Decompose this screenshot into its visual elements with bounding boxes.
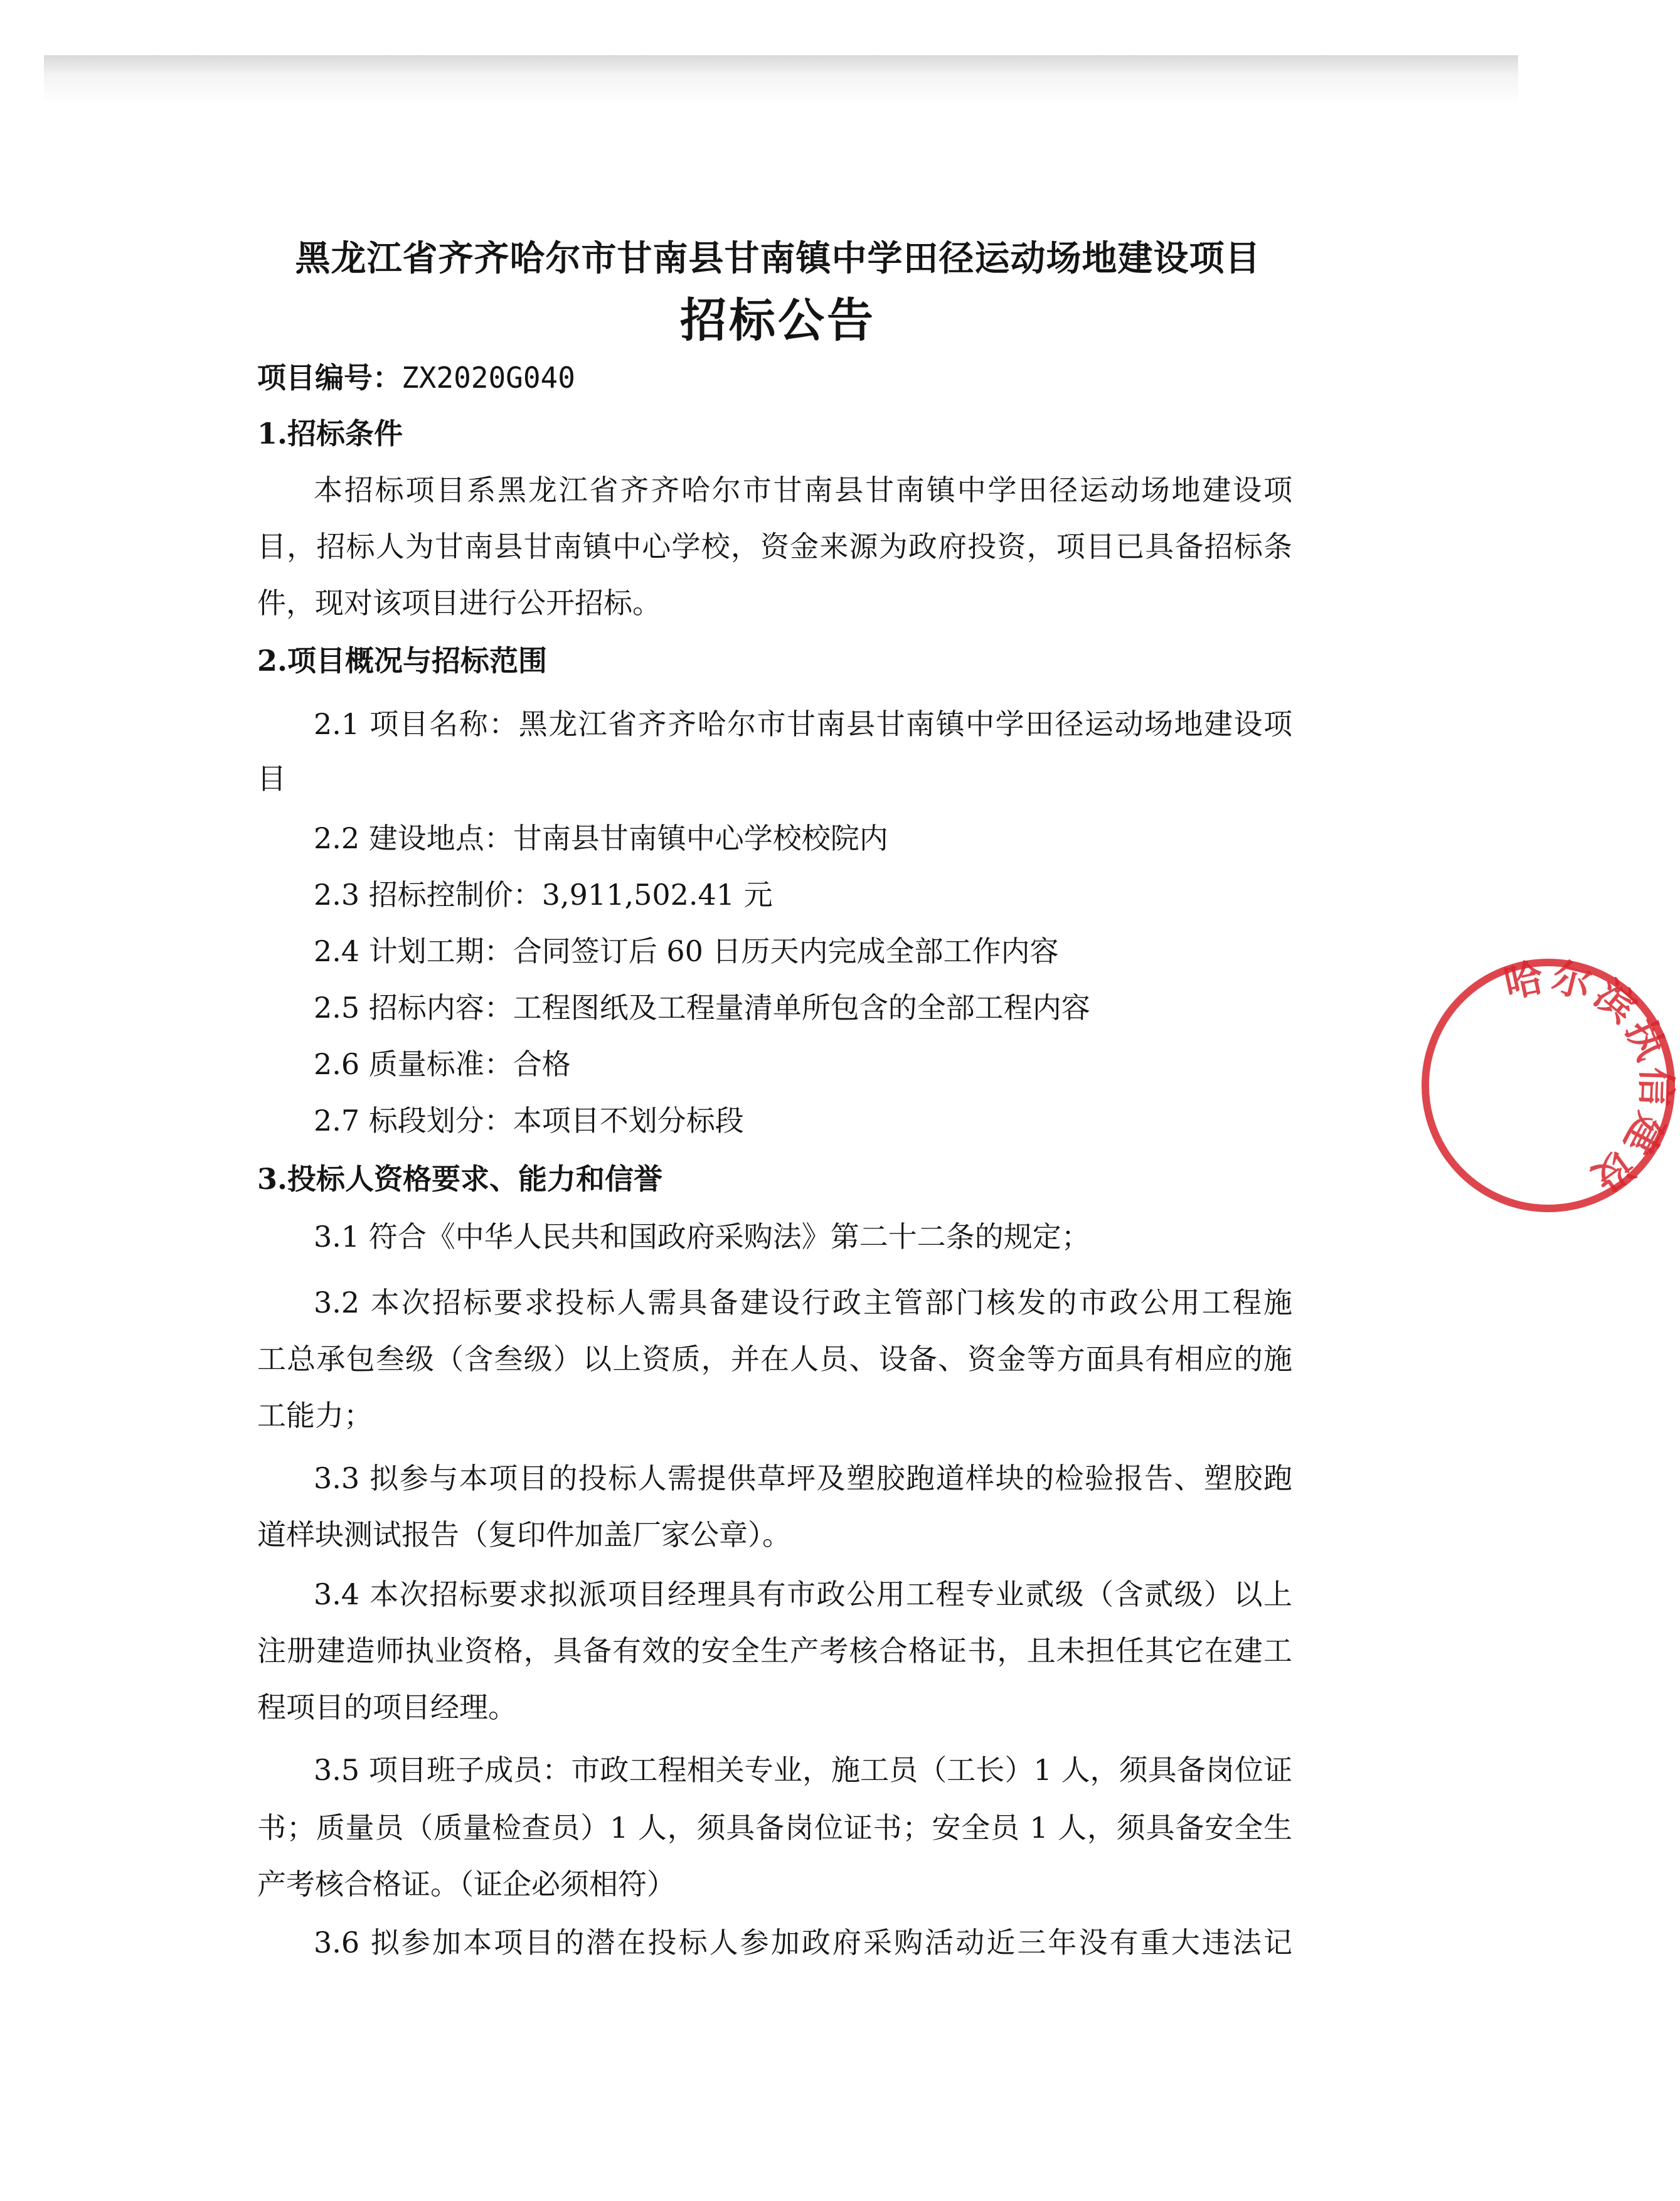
section-2-item: 2.5 招标内容：工程图纸及工程量清单所包含的全部工程内容 [314,991,1090,1025]
section-1-heading: 1.招标条件 [257,417,403,450]
section-3-line: 工能力； [257,1399,373,1432]
section-2-heading: 2.项目概况与招标范围 [257,644,548,678]
scan-edge-shadow [44,55,1518,105]
section-3-line: 3.6 拟参加本项目的潜在投标人参加政府采购活动近三年没有重大违法记 [314,1926,1292,1959]
section-3-line: 道样块测试报告（复印件加盖厂家公章）。 [257,1518,791,1552]
section-2-item: 2.4 计划工期：合同签订后 60 日历天内完成全部工作内容 [314,934,1059,968]
project-number [257,355,575,397]
section-1-line: 本招标项目系黑龙江省齐齐哈尔市甘南县甘南镇中学田径运动场地建设项 [314,473,1292,507]
document-subtitle: 招标公告 [680,294,876,348]
svg-text:哈尔滨执信建设: 哈尔滨执信建设 [1499,954,1679,1203]
section-3-line: 工总承包叁级（含叁级）以上资质，并在人员、设备、资金等方面具有相应的施 [257,1342,1292,1376]
section-3-heading: 3.投标人资格要求、能力和信誉 [257,1162,663,1196]
section-3-line: 3.2 本次招标要求投标人需具备建设行政主管部门核发的市政公用工程施 [314,1286,1292,1319]
section-3-line: 程项目的项目经理。 [257,1690,517,1724]
section-3-line: 产考核合格证。（证企必须相符） [257,1867,676,1901]
seal-stamp [1417,954,1680,1217]
section-2-item: 2.2 建设地点：甘南县甘南镇中心学校校院内 [314,821,888,855]
section-3-line: 书；质量员（质量检查员）1 人，须具备岗位证书；安全员 1 人，须具备安全生 [257,1811,1292,1845]
section-2-item: 2.1 项目名称：黑龙江省齐齐哈尔市甘南县甘南镇中学田径运动场地建设项 [314,707,1292,741]
project-number-value: ZX2020G040 [401,361,575,395]
document-title: 黑龙江省齐齐哈尔市甘南县甘南镇中学田径运动场地建设项目 [295,238,1261,279]
section-2-item: 目 [257,762,286,796]
section-3-line: 注册建造师执业资格，具备有效的安全生产考核合格证书，且未担任其它在建工 [257,1634,1292,1668]
section-2-item: 2.6 质量标准：合格 [314,1047,571,1081]
section-1-line: 件，现对该项目进行公开招标。 [257,586,661,620]
section-2-item: 2.3 招标控制价：3,911,502.41 元 [314,878,773,912]
section-3-line: 3.4 本次招标要求拟派项目经理具有市政公用工程专业贰级（含贰级）以上 [314,1577,1292,1611]
section-3-line: 3.3 拟参与本项目的投标人需提供草坪及塑胶跑道样块的检验报告、塑胶跑 [314,1461,1292,1495]
section-3-line: 3.5 项目班子成员：市政工程相关专业，施工员（工长）1 人，须具备岗位证 [314,1753,1292,1787]
section-3-line: 3.1 符合《中华人民共和国政府采购法》第二十二条的规定； [314,1220,1090,1254]
section-1-line: 目，招标人为甘南县甘南镇中心学校，资金来源为政府投资，项目已具备招标条 [257,530,1292,563]
section-2-item: 2.7 标段划分：本项目不划分标段 [314,1104,744,1138]
project-number-label: 项目编号： [257,361,401,395]
